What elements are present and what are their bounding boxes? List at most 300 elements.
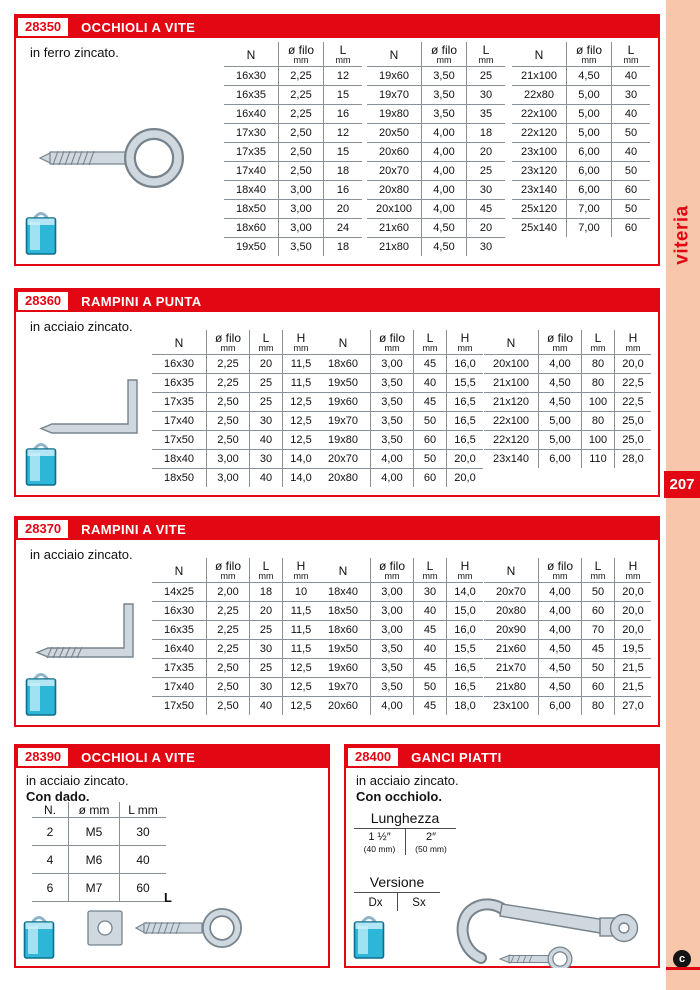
column-header: L mm bbox=[467, 42, 506, 67]
table-header-row bbox=[32, 802, 166, 818]
category-label: viteria bbox=[672, 205, 694, 265]
table-cell: 18x60 bbox=[316, 355, 371, 374]
table-row bbox=[224, 105, 362, 124]
table-cell: 21x60 bbox=[367, 219, 422, 238]
table-cell: 19x70 bbox=[367, 86, 422, 105]
section-title: OCCHIOLI A VITE bbox=[81, 749, 196, 765]
page-number-badge: 207 bbox=[664, 471, 700, 498]
section-28350 bbox=[14, 14, 660, 266]
table-cell: 30 bbox=[250, 412, 283, 431]
table-cell: 28,0 bbox=[622, 453, 644, 465]
section-28370 bbox=[14, 516, 660, 727]
package-box-icon bbox=[352, 914, 386, 960]
table-cell: 7,00 bbox=[567, 200, 612, 219]
table-cell: 3,50 bbox=[422, 86, 467, 105]
table-row bbox=[224, 181, 362, 200]
table-cell: 18x60 bbox=[316, 621, 371, 640]
table-cell: 16x35 bbox=[152, 374, 207, 393]
table-cell: 4,00 bbox=[422, 181, 467, 200]
table-cell: 80 bbox=[582, 355, 615, 374]
table-cell: 3,50 bbox=[371, 393, 414, 412]
section-header bbox=[16, 16, 658, 38]
table-row bbox=[512, 181, 650, 200]
section-title: RAMPINI A PUNTA bbox=[81, 293, 202, 309]
material-note: in ferro zincato. bbox=[30, 45, 119, 60]
table-cell: 16,5 bbox=[447, 431, 484, 450]
article-code: 28360 bbox=[18, 292, 68, 310]
table-cell: 15 bbox=[324, 86, 363, 105]
table-row bbox=[484, 374, 651, 393]
table-cell: 80 bbox=[582, 697, 615, 716]
table-cell: 2,50 bbox=[207, 678, 250, 697]
table-cell: 19x50 bbox=[316, 640, 371, 659]
variant-note: Con dado. bbox=[26, 789, 90, 804]
table-cell: 22x120 bbox=[484, 431, 539, 450]
table-row bbox=[316, 469, 483, 488]
table-cell: 18x40 bbox=[316, 583, 371, 602]
table-row bbox=[224, 162, 362, 181]
table-cell: 25,0 bbox=[615, 412, 652, 431]
table-cell: 4,50 bbox=[422, 238, 467, 257]
table-cell: 4,00 bbox=[539, 583, 582, 602]
table-cell: 18 bbox=[250, 583, 283, 602]
spec-table bbox=[484, 558, 651, 715]
table-row bbox=[512, 162, 650, 181]
table-cell: 4,50 bbox=[539, 393, 582, 412]
table-cell: 3,50 bbox=[371, 374, 414, 393]
table-cell: 15,5 bbox=[447, 374, 484, 393]
table-cell: 25 bbox=[250, 374, 283, 393]
table-cell: 80 bbox=[582, 412, 615, 431]
table-row bbox=[512, 124, 650, 143]
table-cell: 20x80 bbox=[484, 602, 539, 621]
table-row bbox=[224, 219, 362, 238]
table-cell: 25 bbox=[467, 67, 506, 86]
table-header-row bbox=[512, 42, 650, 67]
column-header: L mm bbox=[582, 330, 615, 355]
spec-table bbox=[316, 330, 483, 487]
table-cell: 20x60 bbox=[367, 143, 422, 162]
column-header: N bbox=[152, 558, 207, 583]
table-row bbox=[316, 431, 483, 450]
table-cell: 20,0 bbox=[615, 355, 652, 374]
table-cell: 17x40 bbox=[224, 162, 279, 181]
table-cell: 45 bbox=[414, 697, 447, 716]
table-cell: 20,0 bbox=[615, 621, 652, 640]
version-option: Dx bbox=[368, 897, 383, 909]
table-cell: 110 bbox=[582, 450, 615, 469]
table-cell: 16,5 bbox=[447, 678, 484, 697]
article-code: 28350 bbox=[18, 18, 68, 36]
table-cell: 45 bbox=[414, 355, 447, 374]
table-cell: 6,00 bbox=[567, 181, 612, 200]
table-row bbox=[316, 412, 483, 431]
table-cell: 11,5 bbox=[283, 374, 320, 393]
screw-hook-image bbox=[34, 598, 149, 664]
table-row bbox=[152, 697, 319, 716]
table-row bbox=[152, 355, 319, 374]
table-cell: 20x60 bbox=[316, 697, 371, 716]
table-cell: 2,50 bbox=[207, 697, 250, 716]
table-row bbox=[316, 659, 483, 678]
brand-logo: c bbox=[673, 950, 691, 968]
length-option bbox=[405, 829, 456, 855]
table-cell: 20x80 bbox=[316, 469, 371, 488]
table-row bbox=[484, 355, 651, 374]
table-cell: 50 bbox=[582, 659, 615, 678]
version-option: Sx bbox=[397, 893, 440, 911]
table-row bbox=[224, 143, 362, 162]
column-header: ø filo mm bbox=[207, 330, 250, 355]
column-header: L mm bbox=[582, 558, 615, 583]
table-cell: 12,5 bbox=[283, 431, 320, 450]
spec-table bbox=[512, 42, 650, 237]
table-row bbox=[367, 124, 505, 143]
table-row bbox=[152, 678, 319, 697]
table-cell: 19x70 bbox=[316, 412, 371, 431]
table-cell: 15,0 bbox=[447, 602, 484, 621]
table-row bbox=[152, 659, 319, 678]
table-cell: 25 bbox=[250, 621, 283, 640]
table-cell: 40 bbox=[414, 640, 447, 659]
table-row bbox=[152, 450, 319, 469]
table-cell: 18 bbox=[336, 241, 350, 253]
table-row bbox=[512, 200, 650, 219]
column-header: ø filo mm bbox=[371, 558, 414, 583]
table-cell: 6 bbox=[32, 874, 69, 902]
table-cell: 45 bbox=[467, 200, 506, 219]
table-cell: 60 bbox=[612, 181, 651, 200]
section-title: RAMPINI A VITE bbox=[81, 521, 187, 537]
table-cell: 20 bbox=[250, 355, 283, 374]
table-cell: 12,5 bbox=[283, 678, 320, 697]
table-cell: 4,50 bbox=[422, 219, 467, 238]
table-row bbox=[316, 602, 483, 621]
section-header bbox=[346, 746, 658, 768]
table-cell: 18x50 bbox=[224, 200, 279, 219]
table-cell: 20,0 bbox=[615, 602, 652, 621]
table-cell: 4,50 bbox=[539, 640, 582, 659]
table-cell: 16,5 bbox=[447, 393, 484, 412]
table-cell: 3,50 bbox=[422, 105, 467, 124]
spec-table bbox=[224, 42, 362, 256]
column-header: H mm bbox=[615, 330, 652, 355]
spec-table bbox=[367, 42, 505, 256]
table-cell: 6,00 bbox=[539, 450, 582, 469]
table-cell: 30 bbox=[479, 241, 493, 253]
table-cell: 20x80 bbox=[367, 181, 422, 200]
table-row bbox=[32, 846, 166, 874]
table-cell: 2,25 bbox=[279, 67, 324, 86]
table-header-row bbox=[484, 558, 651, 583]
length-table-title: Lunghezza bbox=[354, 810, 456, 829]
table-row bbox=[484, 678, 651, 697]
column-header: N bbox=[152, 330, 207, 355]
table-cell: 40 bbox=[120, 846, 167, 874]
table-cell: 60 bbox=[414, 431, 447, 450]
table-cell: 16,5 bbox=[447, 412, 484, 431]
column-header: ø filo mm bbox=[279, 42, 324, 67]
column-header: ø mm bbox=[69, 802, 120, 818]
table-cell: 23x140 bbox=[484, 450, 539, 469]
table-row bbox=[484, 602, 651, 621]
table-cell: 2,50 bbox=[279, 143, 324, 162]
table-cell: 23x100 bbox=[484, 697, 539, 716]
table-cell: 20 bbox=[250, 602, 283, 621]
table-cell: 17x35 bbox=[152, 659, 207, 678]
spec-table bbox=[32, 802, 166, 902]
table-cell: 19x60 bbox=[316, 659, 371, 678]
table-cell: 25 bbox=[250, 659, 283, 678]
table-cell: 3,00 bbox=[371, 621, 414, 640]
column-header: ø filo mm bbox=[371, 330, 414, 355]
table-cell: 12,5 bbox=[283, 393, 320, 412]
table-cell: 20,0 bbox=[615, 583, 652, 602]
nut-and-screw-eye-image bbox=[82, 904, 262, 954]
table-cell: M6 bbox=[69, 846, 120, 874]
table-cell: 4,00 bbox=[422, 124, 467, 143]
material-note: in acciaio zincato. bbox=[26, 773, 129, 788]
table-cell: 4 bbox=[32, 846, 69, 874]
table-cell: 35 bbox=[467, 105, 506, 124]
table-cell: 11,5 bbox=[283, 621, 320, 640]
table-cell: 30 bbox=[250, 450, 283, 469]
table-row bbox=[484, 450, 651, 469]
table-cell: 3,00 bbox=[279, 219, 324, 238]
table-cell: 5,00 bbox=[567, 86, 612, 105]
table-row bbox=[152, 412, 319, 431]
table-cell: 50 bbox=[612, 124, 651, 143]
section-title: GANCI PIATTI bbox=[411, 749, 502, 765]
table-cell: 19x80 bbox=[367, 105, 422, 124]
table-cell: 50 bbox=[612, 200, 651, 219]
table-cell: 16x40 bbox=[152, 640, 207, 659]
table-cell: 3,50 bbox=[371, 412, 414, 431]
table-row bbox=[316, 583, 483, 602]
table-cell: 60 bbox=[414, 469, 447, 488]
table-cell: 4,00 bbox=[371, 697, 414, 716]
table-row bbox=[152, 621, 319, 640]
table-cell: 14x25 bbox=[152, 583, 207, 602]
column-header: N bbox=[484, 330, 539, 355]
table-row bbox=[316, 678, 483, 697]
column-header: N bbox=[484, 558, 539, 583]
table-cell: 16x30 bbox=[152, 355, 207, 374]
table-cell: 10 bbox=[283, 583, 320, 602]
table-row bbox=[224, 86, 362, 105]
column-header: H mm bbox=[283, 330, 320, 355]
table-row bbox=[316, 697, 483, 716]
table-cell: 5,00 bbox=[539, 412, 582, 431]
table-cell: 20x100 bbox=[367, 200, 422, 219]
table-cell: 30 bbox=[250, 678, 283, 697]
table-cell: 4,50 bbox=[567, 67, 612, 86]
table-cell: 20 bbox=[467, 143, 506, 162]
table-cell: 70 bbox=[582, 621, 615, 640]
table-cell: 30 bbox=[612, 86, 651, 105]
package-box-icon bbox=[24, 671, 58, 717]
table-cell: M5 bbox=[69, 818, 120, 846]
table-row bbox=[484, 640, 651, 659]
table-cell: 3,50 bbox=[371, 678, 414, 697]
table-row bbox=[32, 874, 166, 902]
table-cell: 45 bbox=[414, 393, 447, 412]
table-cell: 6,00 bbox=[567, 143, 612, 162]
table-header-row bbox=[152, 330, 319, 355]
column-header: N bbox=[367, 42, 422, 67]
spec-table bbox=[484, 330, 651, 468]
table-row bbox=[512, 67, 650, 86]
table-cell: 2,25 bbox=[207, 640, 250, 659]
table-header-row bbox=[367, 42, 505, 67]
table-row bbox=[152, 431, 319, 450]
table-row bbox=[367, 105, 505, 124]
table-cell: 12 bbox=[324, 67, 363, 86]
table-cell: 20x90 bbox=[484, 621, 539, 640]
table-cell: 4,00 bbox=[422, 162, 467, 181]
table-cell: 16x35 bbox=[224, 86, 279, 105]
table-cell: 2,50 bbox=[207, 412, 250, 431]
table-cell: 25,0 bbox=[615, 431, 652, 450]
table-cell: 16,0 bbox=[447, 355, 484, 374]
table-cell: M7 bbox=[69, 874, 120, 902]
table-cell: 14,0 bbox=[447, 583, 484, 602]
length-option bbox=[354, 829, 405, 855]
table-cell: 22x100 bbox=[512, 105, 567, 124]
table-cell: 22x100 bbox=[484, 412, 539, 431]
table-cell: 30 bbox=[250, 640, 283, 659]
section-28390 bbox=[14, 744, 330, 968]
table-cell: 21x60 bbox=[484, 640, 539, 659]
table-row bbox=[484, 621, 651, 640]
table-cell: 16 bbox=[324, 181, 363, 200]
column-header: L mm bbox=[612, 42, 651, 67]
column-header: ø filo mm bbox=[567, 42, 612, 67]
table-cell: 4,00 bbox=[371, 450, 414, 469]
table-cell: 6,00 bbox=[539, 697, 582, 716]
table-cell: 20x70 bbox=[316, 450, 371, 469]
table-cell: 12,5 bbox=[283, 659, 320, 678]
table-cell: 19x70 bbox=[316, 678, 371, 697]
table-row bbox=[316, 640, 483, 659]
table-cell: 2,25 bbox=[279, 86, 324, 105]
table-row bbox=[224, 200, 362, 219]
table-cell: 2,50 bbox=[207, 393, 250, 412]
table-cell: 5,00 bbox=[567, 105, 612, 124]
table-header-row bbox=[224, 42, 362, 67]
column-header: H mm bbox=[615, 558, 652, 583]
table-cell: 16,0 bbox=[447, 621, 484, 640]
table-cell: 40 bbox=[612, 105, 651, 124]
table-cell: 18x50 bbox=[316, 602, 371, 621]
length-mm: (50 mm) bbox=[415, 844, 447, 854]
table-row bbox=[152, 374, 319, 393]
table-cell: 24 bbox=[324, 219, 363, 238]
table-cell: 3,00 bbox=[371, 583, 414, 602]
article-code: 28400 bbox=[348, 748, 398, 766]
table-cell: 11,5 bbox=[283, 602, 320, 621]
table-row bbox=[512, 143, 650, 162]
column-header: H mm bbox=[447, 558, 484, 583]
column-header: N. bbox=[32, 802, 69, 818]
table-cell: 23x100 bbox=[512, 143, 567, 162]
version-table-title: Versione bbox=[354, 874, 440, 893]
table-cell: 18,0 bbox=[454, 700, 476, 712]
sidebar-divider bbox=[666, 967, 700, 970]
table-row bbox=[484, 431, 651, 450]
table-cell: 3,00 bbox=[279, 181, 324, 200]
table-cell: 12,5 bbox=[283, 412, 320, 431]
table-cell: 16,5 bbox=[447, 659, 484, 678]
table-cell: 18 bbox=[324, 162, 363, 181]
section-title: OCCHIOLI A VITE bbox=[81, 19, 196, 35]
table-cell: 20,0 bbox=[447, 450, 484, 469]
table-row bbox=[32, 818, 166, 846]
table-cell: 17x35 bbox=[224, 143, 279, 162]
table-cell: 3,50 bbox=[422, 67, 467, 86]
table-cell: 18x60 bbox=[224, 219, 279, 238]
length-mm: (40 mm) bbox=[363, 844, 396, 854]
column-header: ø filo mm bbox=[422, 42, 467, 67]
table-cell: 16x40 bbox=[224, 105, 279, 124]
table-row bbox=[367, 219, 505, 238]
material-note: in acciaio zincato. bbox=[30, 547, 133, 562]
table-cell: 4,50 bbox=[539, 678, 582, 697]
table-cell: 2,25 bbox=[279, 105, 324, 124]
table-cell: 4,00 bbox=[539, 602, 582, 621]
table-row bbox=[484, 393, 651, 412]
table-cell: 22,5 bbox=[615, 374, 652, 393]
table-cell: 27,0 bbox=[622, 700, 644, 712]
table-cell: 21,5 bbox=[615, 678, 652, 697]
table-cell: 21x120 bbox=[484, 393, 539, 412]
table-cell: 12,5 bbox=[290, 700, 312, 712]
table-cell: 30 bbox=[120, 818, 167, 846]
table-cell: 4,50 bbox=[539, 374, 582, 393]
table-row bbox=[152, 640, 319, 659]
table-cell: 18x50 bbox=[152, 469, 207, 488]
package-box-icon bbox=[22, 914, 56, 960]
table-cell: 18x40 bbox=[152, 450, 207, 469]
table-cell: 20 bbox=[467, 219, 506, 238]
column-header: L mm bbox=[120, 802, 167, 818]
table-cell: 3,50 bbox=[371, 640, 414, 659]
table-cell: 14,0 bbox=[290, 472, 312, 484]
column-header: L mm bbox=[250, 558, 283, 583]
table-cell: 100 bbox=[582, 431, 615, 450]
table-row bbox=[316, 621, 483, 640]
table-row bbox=[484, 583, 651, 602]
table-row bbox=[367, 238, 505, 257]
table-cell: 16x30 bbox=[152, 602, 207, 621]
table-cell: 19x80 bbox=[316, 431, 371, 450]
table-cell: 2,25 bbox=[207, 374, 250, 393]
table-cell: 12 bbox=[324, 124, 363, 143]
table-cell: 40 bbox=[414, 602, 447, 621]
article-code: 28370 bbox=[18, 520, 68, 538]
table-row bbox=[512, 105, 650, 124]
table-row bbox=[367, 143, 505, 162]
spec-table bbox=[152, 330, 319, 487]
length-inches: 2″ bbox=[425, 831, 436, 843]
material-note: in acciaio zincato. bbox=[356, 773, 459, 788]
column-header: N bbox=[316, 558, 371, 583]
table-row bbox=[367, 200, 505, 219]
table-row bbox=[316, 374, 483, 393]
table-row bbox=[152, 583, 319, 602]
column-header: ø filo mm bbox=[539, 330, 582, 355]
table-cell: 3,50 bbox=[371, 659, 414, 678]
